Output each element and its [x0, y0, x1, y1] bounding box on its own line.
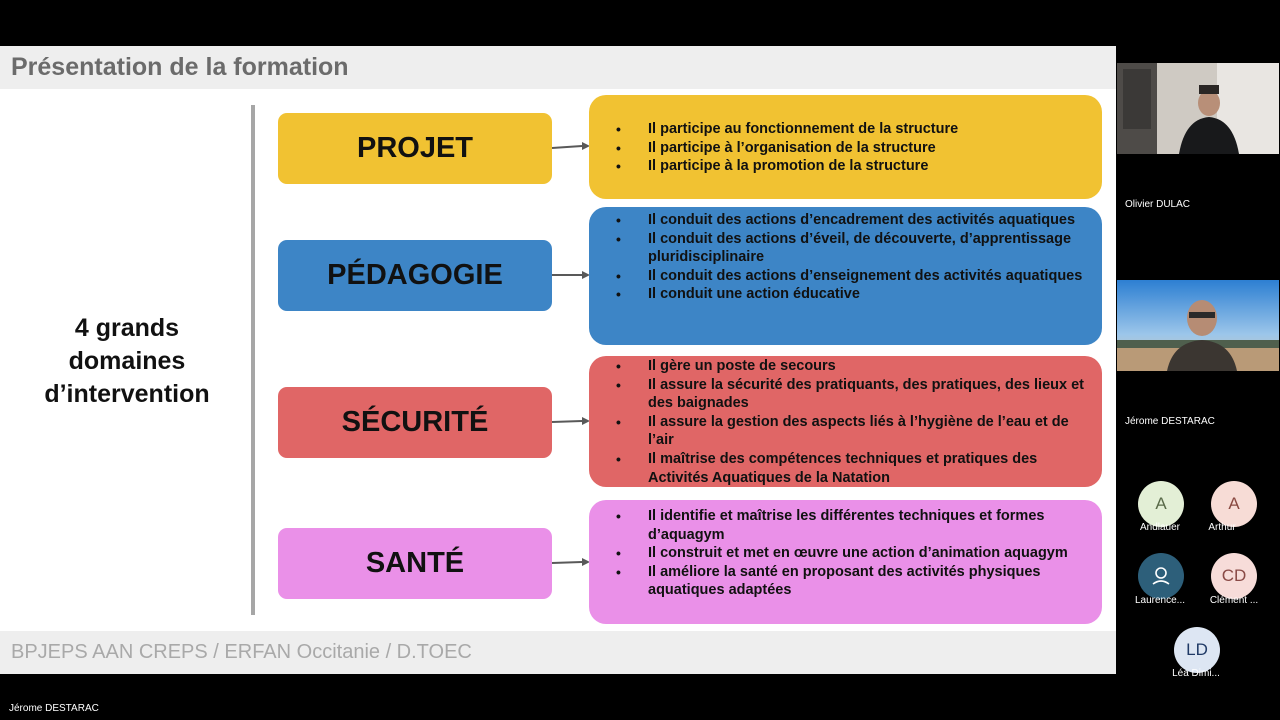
- detail-item: • Il participe au fonctionnement de la structure: [589, 120, 1102, 139]
- presenter-name: Jérome DESTARAC: [9, 703, 99, 714]
- domain-details-projet: [589, 95, 1102, 199]
- detail-item: • Il identifie et maîtrise les différentes techniques et formes d’aquagym: [589, 507, 1102, 544]
- slide-title: Présentation de la formation: [11, 53, 349, 81]
- domain-details-sante: [589, 500, 1102, 624]
- avatar[interactable]: [1138, 553, 1184, 599]
- participant-name: Léa Dimi...: [1172, 668, 1220, 679]
- person-icon: [1150, 565, 1172, 587]
- video-feed: [1117, 63, 1279, 154]
- domain-box-sante: SANTÉ: [278, 528, 552, 599]
- summary-line: domaines: [68, 347, 186, 375]
- participant-name: Laurence...: [1134, 595, 1186, 606]
- participant-name: Olivier DULAC: [1125, 199, 1191, 210]
- detail-item: • Il améliore la santé en proposant des activités physiques aquatiques adaptées: [589, 563, 1102, 600]
- participant-name: Clément ...: [1209, 595, 1259, 606]
- slide-title-bar: [0, 46, 1116, 89]
- domain-details-securite: [589, 356, 1102, 487]
- participant-video-jerome[interactable]: [1117, 280, 1279, 371]
- detail-item: • Il construit et met en œuvre une action d’animation aquagym: [589, 544, 1102, 563]
- summary-line: 4 grands: [74, 314, 180, 342]
- participant-video-olivier[interactable]: [1117, 63, 1279, 154]
- detail-item: • Il gère un poste de secours: [589, 357, 1102, 376]
- domains-summary-label: [20, 312, 234, 411]
- participant-name: Jérome DESTARAC: [1125, 416, 1215, 427]
- avatar[interactable]: A: [1211, 481, 1257, 527]
- arrow-icon: [552, 141, 590, 153]
- detail-item: • Il conduit des actions d’éveil, de découverte, d’apprentissage pluridisciplinaire: [589, 230, 1102, 267]
- detail-item: • Il assure la sécurité des pratiquants, des pratiques, des lieux et des baignades: [589, 376, 1102, 413]
- domain-box-projet: PROJET: [278, 113, 552, 184]
- arrow-icon: [552, 556, 590, 568]
- detail-item: • Il participe à la promotion de la structure: [589, 157, 1102, 176]
- video-feed: [1117, 280, 1279, 371]
- detail-item: • Il conduit une action éducative: [589, 285, 1102, 304]
- vertical-divider: [251, 105, 255, 615]
- detail-item: • Il conduit des actions d’encadrement des activités aquatiques: [589, 211, 1102, 230]
- domain-box-securite: SÉCURITÉ: [278, 387, 552, 458]
- slide-footer: [0, 631, 1116, 674]
- arrow-icon: [552, 415, 590, 427]
- avatar[interactable]: A: [1138, 481, 1184, 527]
- detail-item: • Il assure la gestion des aspects liés à l’hygiène de l’eau et de l’air: [589, 413, 1102, 450]
- participant-name: Arthur: [1208, 522, 1236, 533]
- footer-text: BPJEPS AAN CREPS / ERFAN Occitanie / D.TOEC: [11, 641, 472, 663]
- avatar[interactable]: CD: [1211, 553, 1257, 599]
- participant-name: Andlauer: [1139, 522, 1181, 533]
- arrow-icon: [552, 269, 590, 281]
- presentation-slide: [0, 46, 1116, 674]
- avatar[interactable]: LD: [1174, 627, 1220, 673]
- domain-details-pedagogie: [589, 207, 1102, 345]
- detail-item: • Il maîtrise des compétences techniques et pratiques des Activités Aquatiques de la Natation: [589, 450, 1102, 487]
- detail-item: • Il conduit des actions d’enseignement des activités aquatiques: [589, 267, 1102, 286]
- summary-line: d’intervention: [44, 380, 210, 408]
- domain-box-pedagogie: PÉDAGOGIE: [278, 240, 552, 311]
- detail-item: • Il participe à l’organisation de la structure: [589, 139, 1102, 158]
